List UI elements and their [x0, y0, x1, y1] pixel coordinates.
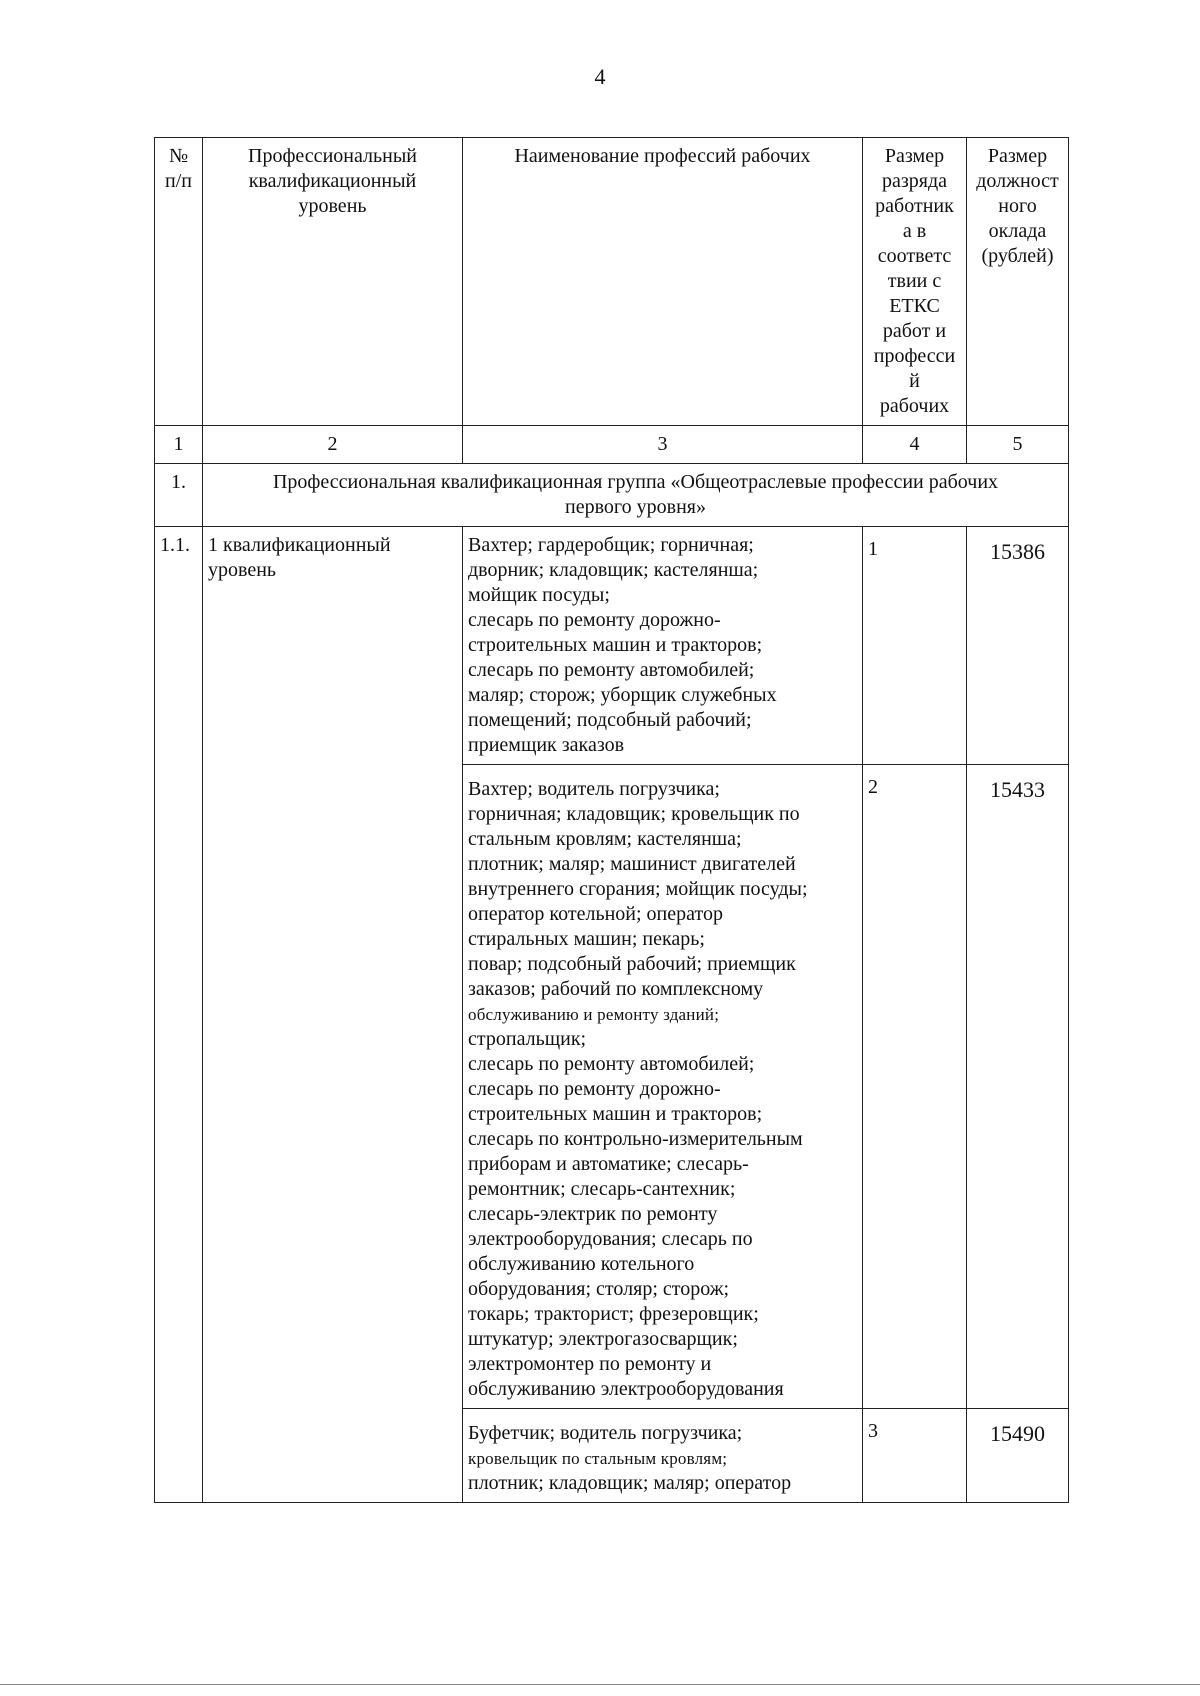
- table-row: [155, 527, 1069, 765]
- header-salary: Размер должност ного оклада (рублей): [967, 138, 1069, 426]
- professions-cell: Вахтер; гардеробщик; горничная; дворник; кладовщик; кастелянша; мойщик посуды; слесарь по ремонту дорожно- строительных машин и тракторов; слесарь по ремонту автомобилей; маляр; сторож; уборщик служебных помещений; подсобный рабочий; приемщик заказов: [463, 527, 863, 765]
- salary-table: [154, 137, 1069, 1503]
- column-number: 2: [203, 426, 463, 464]
- column-numbers-row: [155, 426, 1069, 464]
- grade-cell: 3: [863, 1409, 967, 1503]
- column-number: 3: [463, 426, 863, 464]
- salary-cell: 15433: [967, 765, 1069, 1409]
- grade-cell: 2: [863, 765, 967, 1409]
- header-qualification-level: Профессиональный квалификационный уровень: [203, 138, 463, 426]
- page-bottom-rule: [0, 1684, 1200, 1685]
- group-title: Профессиональная квалификационная группа «Общеотраслевые профессии рабочих первого уровня»: [203, 464, 1069, 527]
- level-label: 1 квалификационный уровень: [203, 527, 463, 1503]
- grade-cell: 1: [863, 527, 967, 765]
- professions-cell: Вахтер; водитель погрузчика; горничная; кладовщик; кровельщик по стальным кровлям; кастелянша; плотник; маляр; машинист двигателей внутреннего сгорания; мойщик посуды; оператор котельной; оператор стиральных машин; пекарь; повар; подсобный рабочий; приемщик заказов; рабочий по комплексному обслуживанию и ремонту зданий; стропальщик; слесарь по ремонту автомобилей; слесарь по ремонту дорожно- строительных машин и тракторов; слесарь по контрольно-измерительным приборам и автоматике; слесарь- ремонтник; слесарь-сантехник; слесарь-электрик по ремонту электрооборудования; слесарь по обслуживанию котельного оборудования; столяр; сторож; токарь; тракторист; фрезеровщик; штукатур; электрогазосварщик; электромонтер по ремонту и обслуживанию электрооборудования: [463, 765, 863, 1409]
- header-professions: Наименование профессий рабочих: [463, 138, 863, 426]
- header-number: № п/п: [155, 138, 203, 426]
- page-number: 4: [594, 64, 606, 89]
- column-number: 4: [863, 426, 967, 464]
- group-number: 1.: [155, 464, 203, 527]
- professions-cell: Буфетчик; водитель погрузчика; кровельщик по стальным кровлям; плотник; кладовщик; маляр; оператор: [463, 1409, 863, 1503]
- salary-cell: 15386: [967, 527, 1069, 765]
- table-header-row: [155, 138, 1069, 426]
- header-grade: Размер разряда работник а в соответс твии с ЕТКС работ и професси й рабочих: [863, 138, 967, 426]
- column-number: 5: [967, 426, 1069, 464]
- salary-cell: 15490: [967, 1409, 1069, 1503]
- column-number: 1: [155, 426, 203, 464]
- group-row: [155, 464, 1069, 527]
- level-number: 1.1.: [155, 527, 203, 1503]
